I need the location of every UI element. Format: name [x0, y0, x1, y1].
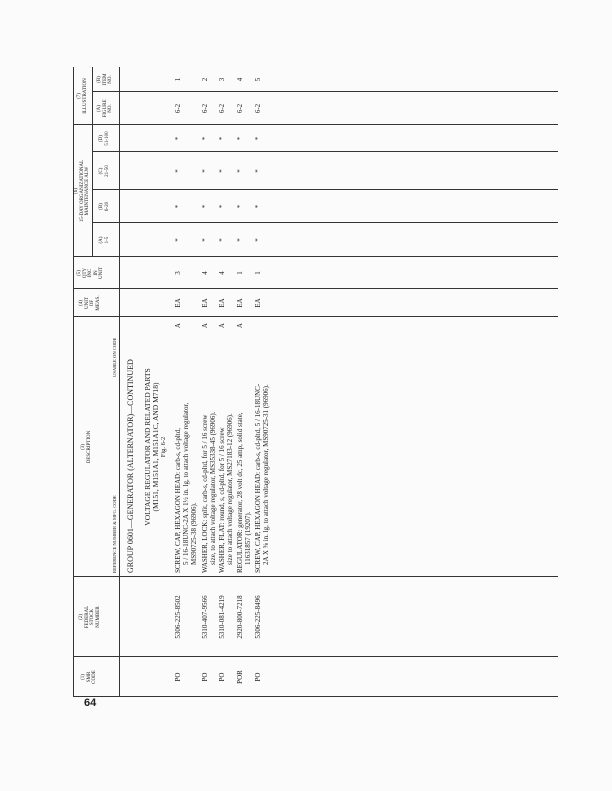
- cell-alw-1: *: [174, 204, 182, 209]
- description-line: SCREW, CAP, HEXAGON HEAD: carb-s, cd-pltd, 5 / 16-18UNC-: [254, 383, 262, 573]
- header-unit-of-meas: (4) UNIT OF MEAS.: [79, 295, 101, 311]
- col-line: [73, 656, 558, 657]
- section-models: (M151, M151A1, M151A1C, AND M718): [151, 382, 160, 512]
- cell-alw-2: *: [236, 169, 244, 173]
- cell-alw-1: *: [236, 204, 244, 209]
- cell-alw-3: *: [218, 136, 226, 141]
- description-line: REGULATOR: generator, 28 volt dc, 25 amp, solid state,: [236, 412, 244, 573]
- cell-alw-0: *: [174, 238, 182, 242]
- header-smr-code: (1) SMR CODE: [81, 670, 98, 684]
- header-alw-c: (C) 21-50: [99, 165, 110, 177]
- cell-alw-3: *: [174, 136, 182, 141]
- header-alw-b: (B) 6-20: [99, 201, 110, 212]
- header-federal-stock-number: (2) FEDERAL STOCK NUMBER: [79, 605, 101, 629]
- cell-alw-2: *: [254, 169, 262, 173]
- cell-qty: 1: [236, 271, 244, 275]
- page-number: 64: [84, 697, 97, 709]
- cell-unit: EA: [254, 298, 262, 308]
- col-line: [73, 124, 558, 125]
- section-figure-ref: Fig. 6-2: [160, 436, 167, 458]
- header-alw-d: (D) 51-100: [99, 131, 110, 146]
- col-line: [92, 91, 558, 92]
- cell-alw-1: *: [218, 204, 226, 209]
- cell-smr: PO: [174, 672, 182, 682]
- illus-group-divider: [92, 67, 93, 125]
- cell-smr: PO: [218, 672, 226, 682]
- cell-unit: EA: [201, 298, 209, 308]
- cell-alw-2: *: [218, 169, 226, 173]
- usable-on-code: A: [174, 323, 182, 329]
- cell-alw-1: *: [254, 204, 262, 209]
- alw-group-divider: [92, 125, 93, 257]
- cell-fig: 6-2: [174, 103, 182, 114]
- cell-alw-3: *: [236, 136, 244, 141]
- col-line: [92, 189, 558, 190]
- repair-parts-table: [73, 67, 558, 697]
- cell-alw-2: *: [174, 169, 182, 173]
- cell-fsn: 5306-225-8496: [254, 595, 262, 639]
- description-line: size to attach voltage regulator, MS27183-12 (96906).: [226, 413, 235, 565]
- col-line: [73, 256, 558, 257]
- col-line: [73, 288, 558, 289]
- description-line: size, to attach voltage regulator, MS35338-45 (96906).: [209, 411, 218, 565]
- cell-fsn: 2920-800-7218: [236, 595, 244, 639]
- description-line: 2A X ⅝ in. lg, to attach voltage regulator, MS90725-31 (96906).: [262, 384, 271, 565]
- cell-fig: 6-2: [236, 103, 244, 114]
- cell-description: [201, 323, 217, 573]
- section-title: VOLTAGE REGULATOR AND RELATED PARTS: [143, 368, 152, 526]
- header-15-day-alw: (6) 15-DAY ORGANIZATIONAL MAINTENANCE ALW: [74, 159, 91, 223]
- description-line: 5 / 16-18UNC-2A X 1½ in. lg, to attach voltage regulator,: [182, 402, 191, 565]
- cell-item: 3: [218, 77, 226, 82]
- cell-qty: 3: [174, 271, 182, 275]
- cell-fig: 6-2: [254, 103, 262, 114]
- cell-alw-2: *: [201, 169, 209, 173]
- cell-item: 4: [236, 77, 244, 82]
- cell-fsn: 5310-407-9566: [201, 595, 209, 639]
- col-line: [92, 222, 558, 223]
- cell-fsn: 5310-081-4219: [218, 595, 226, 639]
- cell-unit: EA: [218, 298, 226, 308]
- cell-alw-0: *: [201, 238, 209, 242]
- cell-alw-0: *: [236, 238, 244, 242]
- header-item-no: (B) ITEM NO.: [97, 73, 114, 86]
- header-alw-a: (A) 1-5: [99, 236, 110, 244]
- cell-qty: 4: [201, 271, 209, 275]
- cell-qty: 4: [218, 271, 226, 275]
- cell-alw-0: *: [218, 238, 226, 242]
- cell-smr: PO: [201, 672, 209, 682]
- usable-on-code: A: [201, 323, 209, 329]
- header-qty-inc-in-unit: (5) QTY INC IN UNIT: [77, 267, 105, 279]
- group-heading: GROUP 0601—GENERATOR (ALTERNATOR)—CONTINUED: [126, 359, 135, 573]
- cell-alw-3: *: [254, 136, 262, 141]
- cell-alw-3: *: [201, 136, 209, 141]
- cell-item: 1: [174, 77, 182, 82]
- cell-alw-0: *: [254, 238, 262, 242]
- header-divider: [119, 67, 120, 697]
- cell-description: [236, 323, 252, 573]
- description-line: WASHER, LOCK: split, carb-s, cd-pltd, for 5 / 16 screw: [201, 414, 209, 573]
- header-reference-number: REFERENCE NUMBER & MFG. CODE: [112, 495, 117, 573]
- col-line: [92, 151, 558, 152]
- header-illustration: (7) ILLUSTRATION: [77, 78, 88, 114]
- cell-description: [218, 323, 234, 573]
- col-line: [73, 696, 558, 697]
- cell-fsn: 5306-225-8502: [174, 595, 182, 639]
- header-description: (3) DESCRIPTION: [81, 430, 92, 464]
- cell-qty: 1: [254, 271, 262, 275]
- usable-on-code: A: [236, 323, 244, 329]
- cell-alw-1: *: [201, 204, 209, 209]
- description-line: WASHER, FLAT: round, s, cd-pltd, for 5 / 16 screw: [218, 427, 226, 573]
- description-line: SCREW, CAP, HEXAGON HEAD: carb-s, cd-pltd,: [174, 428, 182, 573]
- cell-description: [174, 323, 199, 573]
- cell-item: 5: [254, 77, 262, 82]
- cell-smr: POR: [236, 670, 244, 684]
- cell-unit: EA: [174, 298, 182, 308]
- cell-item: 2: [201, 77, 209, 82]
- description-line: 11631857 (19207).: [244, 511, 253, 565]
- header-figure-no: (A) FIGURE NO.: [97, 99, 114, 118]
- cell-unit: EA: [236, 298, 244, 308]
- cell-fig: 6-2: [218, 103, 226, 114]
- cell-description: [254, 323, 270, 573]
- cell-fig: 6-2: [201, 103, 209, 114]
- description-line: MS90725-38 (96906).: [190, 502, 199, 565]
- header-usable-on-code: USABLE ON CODE: [112, 337, 117, 377]
- cell-smr: PO: [254, 672, 262, 682]
- usable-on-code: A: [218, 323, 226, 329]
